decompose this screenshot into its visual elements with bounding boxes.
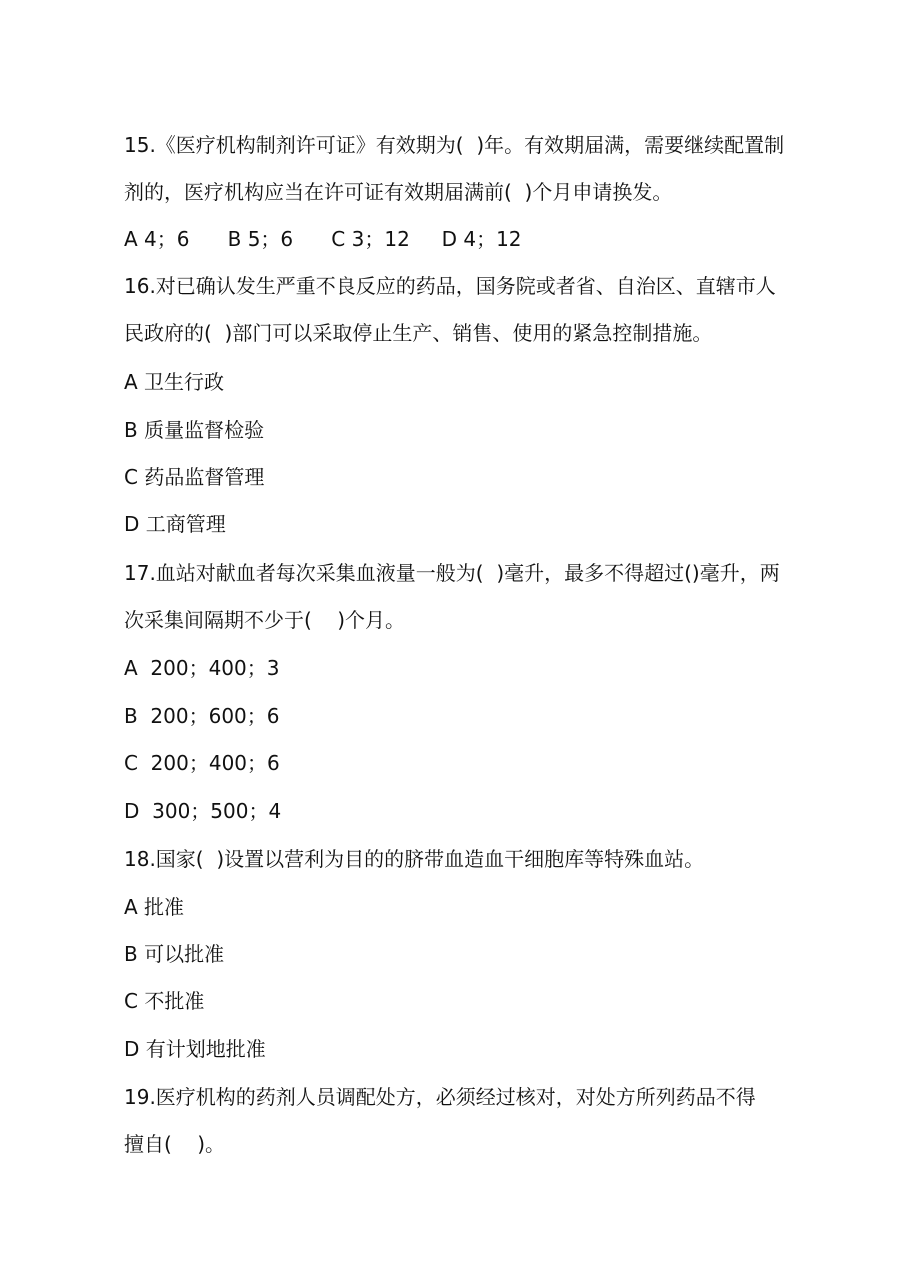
question-15-text-line-2: 剂的，医疗机构应当在许可证有效期届满前( )个月申请换发。 (124, 180, 673, 204)
question-17-option-a: A 200；400；3 (124, 656, 280, 680)
question-18-option-a: A 批准 (124, 895, 185, 919)
question-18-option-b: B 可以批准 (124, 942, 225, 966)
question-16-text-line-1: 16.对已确认发生严重不良反应的药品，国务院或者省、自治区、直辖市人 (124, 274, 776, 298)
question-17-text-line-1: 17.血站对献血者每次采集血液量一般为( )毫升，最多不得超过()毫升，两 (124, 561, 780, 585)
question-16-option-d: D 工商管理 (124, 512, 226, 536)
question-17-option-c: C 200；400；6 (124, 751, 280, 775)
question-19-text-line-1: 19.医疗机构的药剂人员调配处方，必须经过核对，对处方所列药品不得 (124, 1085, 756, 1109)
question-19-text-line-2: 擅自( )。 (124, 1132, 226, 1156)
question-16-option-b: B 质量监督检验 (124, 418, 265, 442)
question-15-options: A 4；6 B 5；6 C 3；12 D 4；12 (124, 227, 522, 251)
question-16-option-c: C 药品监督管理 (124, 465, 265, 489)
question-15-text-line-1: 15.《医疗机构制剂许可证》有效期为( )年。有效期届满，需要继续配置制 (124, 133, 785, 157)
question-18-text-line-1: 18.国家( )设置以营利为目的的脐带血造血干细胞库等特殊血站。 (124, 847, 705, 871)
question-16-option-a: A 卫生行政 (124, 370, 225, 394)
question-18-option-d: D 有计划地批准 (124, 1037, 266, 1061)
question-16-text-line-2: 民政府的( )部门可以采取停止生产、销售、使用的紧急控制措施。 (124, 321, 713, 345)
question-17-text-line-2: 次采集间隔期不少于( )个月。 (124, 608, 406, 632)
question-17-option-d: D 300；500；4 (124, 799, 282, 823)
question-17-option-b: B 200；600；6 (124, 704, 280, 728)
question-18-option-c: C 不批准 (124, 989, 205, 1013)
